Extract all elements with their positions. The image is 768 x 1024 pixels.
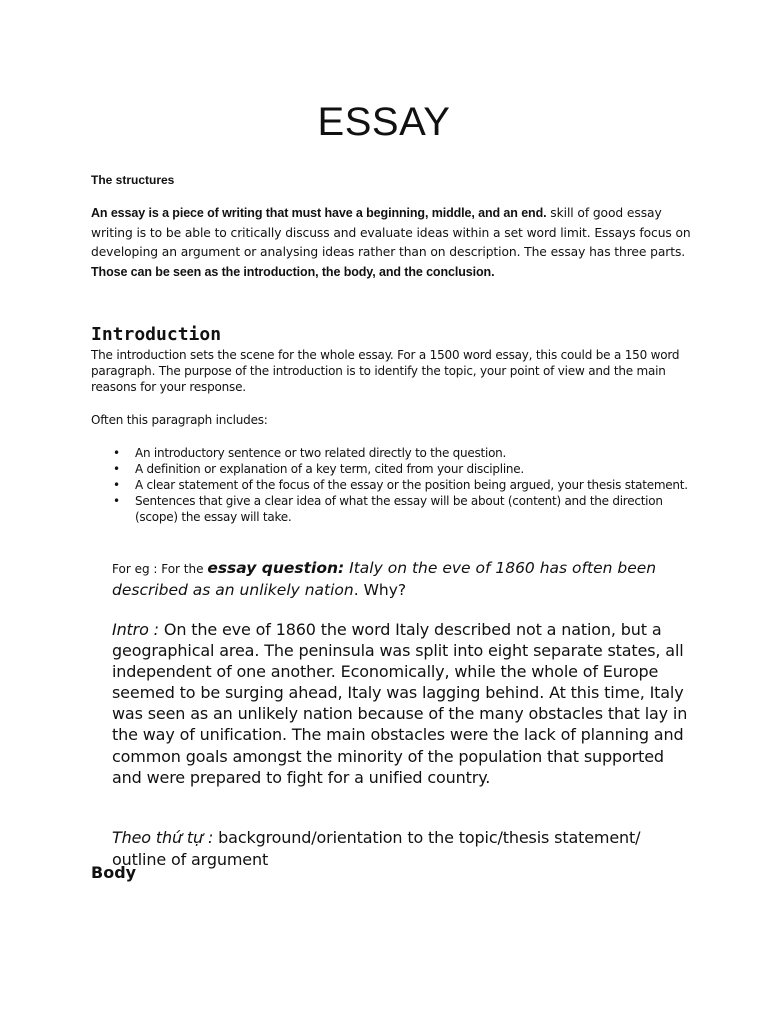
bullet-icon: • [113, 462, 120, 476]
introduction-bullet-list [91, 445, 691, 525]
essay-definition-paragraph [91, 204, 691, 282]
example-intro-label: Intro : [112, 620, 164, 639]
list-item [91, 493, 691, 525]
structures-heading: The structures [91, 173, 175, 187]
example-prefix: For eg : For the [112, 562, 208, 576]
order-label: Theo thứ tự : [112, 828, 219, 847]
example-intro-text: On the eve of 1860 the word Italy described not a nation, but a geographical area. The peninsula was split into eight separate states, all independent of one another. Economically, while the whole of Europe seemed to be surging ahead, Italy was lagging behind. At this time, Italy was seen as an unlikely nation because of the many obstacles that lay in the way of unification. The main obstacles were the lack of planning and common goals amongst the minority of the population that supported and were prepared to fight for a unified country. [112, 620, 688, 787]
bullet-icon: • [113, 446, 120, 460]
essay-question-label: essay question: [207, 559, 345, 577]
bullet-icon: • [113, 494, 120, 508]
list-item [91, 461, 691, 477]
document-title: ESSAY [317, 100, 451, 144]
list-item [91, 445, 691, 461]
essay-parts-bold: Those can be seen as the introduction, the body, and the conclusion. [91, 264, 495, 279]
essay-question-text: Italy on the eve of 1860 has often been described as an unlikely nation [112, 559, 657, 599]
list-item-text: A definition or explanation of a key term, cited from your discipline. [135, 462, 524, 476]
often-includes-text: Often this paragraph includes: [91, 413, 268, 427]
example-question-line [112, 558, 692, 601]
example-intro-paragraph [112, 619, 692, 788]
list-item [91, 477, 691, 493]
essay-definition-text: skill of good essay writing is to be able to critically discuss and evaluate ideas within a set word limit. Essays focus on developing an argument or analysing ideas rather than on description. The essay has three parts. [91, 206, 691, 259]
introduction-paragraph: The introduction sets the scene for the whole essay. For a 1500 word essay, this could be a 150 word paragraph. The purpose of the introduction is to identify the topic, your point of view and the main reasons for your response. [91, 348, 680, 394]
order-text: background/orientation to the topic/thesis statement/ outline of argument [112, 828, 641, 869]
list-item-text: Sentences that give a clear idea of what the essay will be about (content) and the direction (scope) the essay will take. [135, 494, 663, 524]
list-item-text: A clear statement of the focus of the essay or the position being argued, your thesis statement. [135, 478, 688, 492]
essay-definition-bold: An essay is a piece of writing that must have a beginning, middle, and an end. [91, 206, 547, 220]
order-paragraph [112, 827, 692, 871]
body-heading: Body [91, 863, 137, 882]
list-item-text: An introductory sentence or two related directly to the question. [135, 446, 507, 460]
introduction-heading: Introduction [91, 324, 222, 345]
essay-question-tail: . Why? [353, 581, 407, 599]
bullet-icon: • [113, 478, 120, 492]
